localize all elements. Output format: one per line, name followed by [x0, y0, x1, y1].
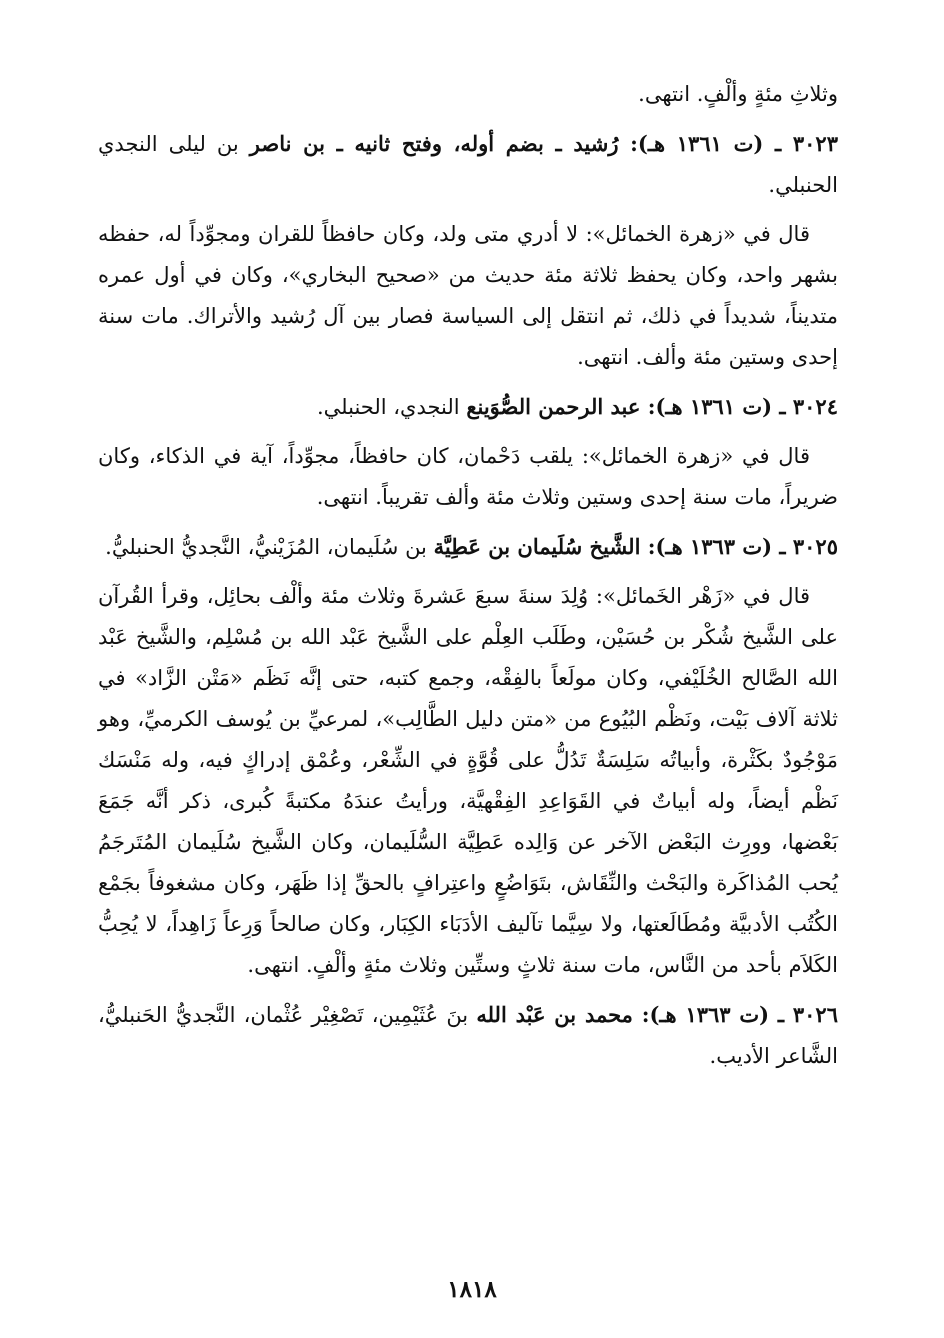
entry-text: النجدي، الحنبلي. [316, 395, 460, 419]
entry-text: بن ليلى النجدي الحنبلي. [98, 132, 838, 197]
page-number: ١٨١٨ [447, 1276, 497, 1303]
entry-heading: ٣٠٢٣ ـ (ت ١٣٦١ هـ): رُشيد ـ بضم أوله، وفتح ثانيه ـ بن ناصر [249, 131, 838, 156]
paragraph-text: وثلاثِ مئةٍ وألْفٍ. انتهى. [638, 82, 838, 106]
paragraph-quote-3025 [98, 576, 838, 986]
entry-3023 [98, 123, 838, 206]
page-body [98, 74, 838, 1077]
paragraph-continuation [98, 74, 838, 115]
paragraph-text: قال في «زَهْر الخَمائل»: وُلِدَ سنةَ سبعَ عَشرةَ وثلاث مئة وألْف بحائِل، وقرأ القُرآن على الشَّيخ شُكْر بن حُسَيْن، وطَلَب العِلْم على الشَّيخ عَبْد الله بن مُسْلِم، والشَّيخ عَبْد الله الصَّالح الخُلَيْفي، وكان مولَعاً بالفِقْه، وجمع كتبه، حتى إنَّه نَظَم «مَتْن الزَّاد» في ثلاثة آلاف بَيْت، ونَظْم البُيُوع من «متن دليل الطَّالِب»، لمرعيِّ بن يُوسف الكرميِّ، وهو مَوْجُودٌ بكَثْرة، وأبياتُه سَلِسَةٌ تَدُلُّ على قُوَّةٍ في الشِّعْر، وعُمْق إدراكٍ فيه، وله مَنْسَك نَظْم أيضاً، وله أبياتٌ في القَوَاعِدِ الفِقْهيَّة، ورأيتُ عندَهُ مكتبةً كُبرى، ذكر أنَّه جَمَعَ بَعْضها، وورِث البَعْض الآخر عن وَالِده عَطِيَّة السُّلَيمان، وكان الشَّيخ سُلَيمان المُتَرجَمُ يُحب المُذاكَرة والبَحْث والنِّقَاش، بتَوَاضُعٍ واعتِرافٍ بالحقِّ إذا ظَهَر، وكان مشغوفاً بجَمْع الكُتُب الأدبيَّة ومُطَالَعتها، ولا سِيَّما تآليف الأدَبَاء الكِبَار، وكان صالحاً وَرِعاً زَاهِداً، لا يُحِبُّ الكَلاَم بأحد من النَّاس، مات سنة ثلاثٍ وستِّين وثلاث مئةٍ وألْفٍ. انتهى. [98, 584, 838, 977]
entry-3025 [98, 526, 838, 568]
paragraph-text: قال في «زهرة الخمائل»: لا أدري متى ولد، وكان حافظاً للقران ومجوِّداً له، حفظه بشهر واحد، وكان يحفظ ثلاثة مئة حديث من «صحيح البخاري»، وكان في أول عمره متديناً، شديداً في ذلك، ثم انتقل إلى السياسة فصار بين آل رُشيد والأتراك. مات سنة إحدى وستين مئة وألف. انتهى. [98, 222, 838, 369]
entry-heading: ٣٠٢٥ ـ (ت ١٣٦٣ هـ): الشَّيخ سُلَيمان بن عَطِيَّة [433, 534, 838, 559]
entry-heading: ٣٠٢٤ ـ (ت ١٣٦١ هـ): عبد الرحمن الصُّوَينع [466, 394, 838, 419]
paragraph-text: قال في «زهرة الخمائل»: يلقب دَحْمان، كان حافظاً، مجوِّداً، آية في الذكاء، وكان ضريراً، مات سنة إحدى وستين وثلاث مئة وألف تقريباً. انتهى. [98, 444, 838, 509]
entry-3026 [98, 994, 838, 1077]
entry-heading: ٣٠٢٦ ـ (ت ١٣٦٣ هـ): محمد بن عَبْد الله [476, 1002, 838, 1027]
entry-text: بنَ عُثَيْمِين، تَصْغِيْر عُثْمان، النَّجديُّ الحَنبليُّ، الشَّاعر الأديب. [98, 1003, 838, 1068]
paragraph-quote-3024 [98, 436, 838, 518]
entry-text: بن سُلَيمان، المُزَيْنيُّ، النَّجديُّ الحنبليُّ. [105, 535, 427, 559]
paragraph-quote-3023 [98, 214, 838, 378]
entry-3024 [98, 386, 838, 428]
